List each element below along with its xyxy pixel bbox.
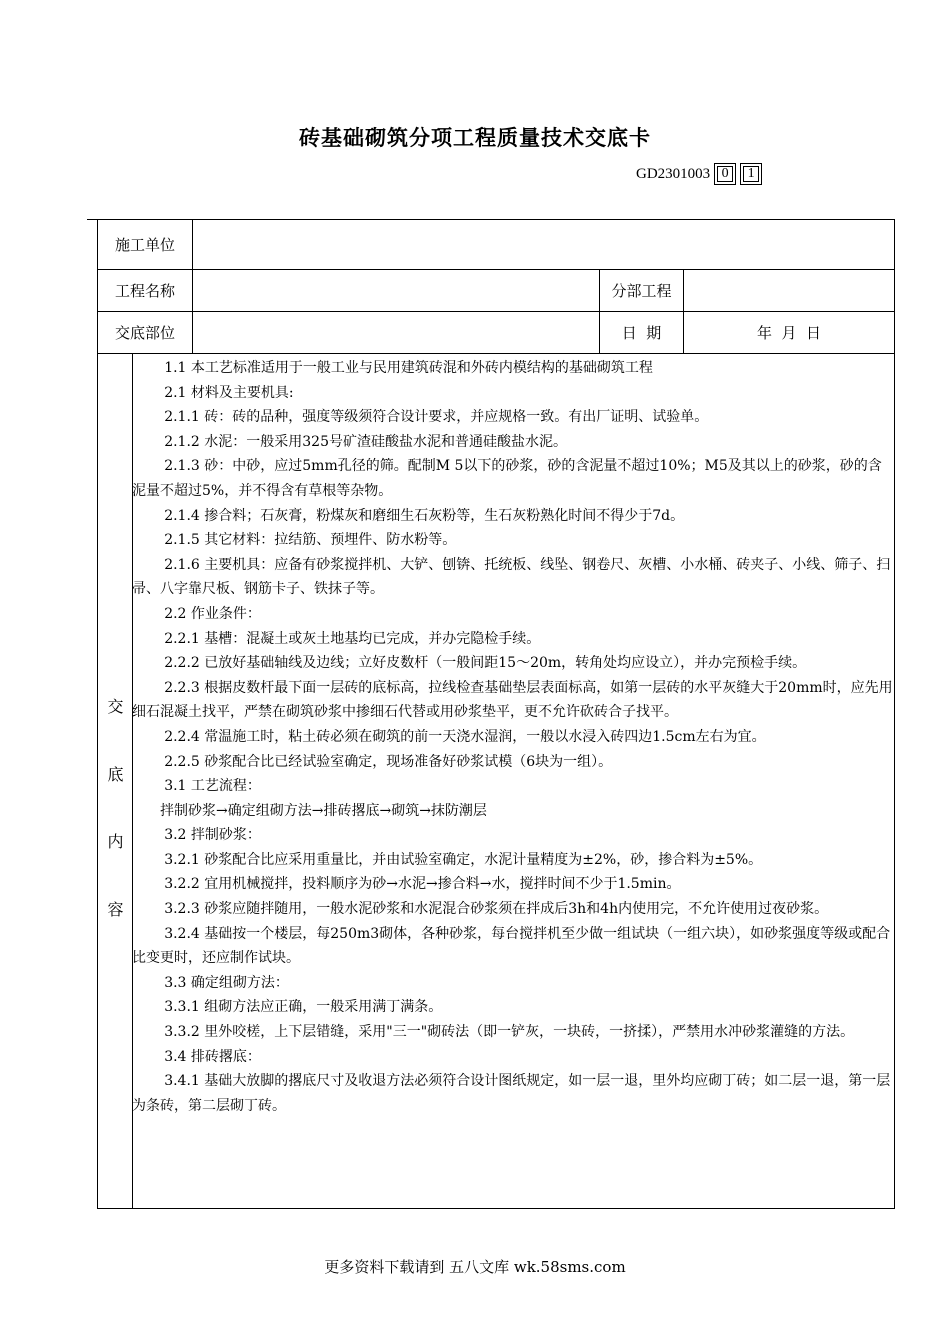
footer-note: 更多资料下载请到 五八文库 wk.58sms.com — [324, 1258, 626, 1276]
content-line: 2.2 作业条件： — [164, 605, 261, 622]
content-line: 3.1 工艺流程： — [164, 778, 261, 795]
content-line: 2.1.4 掺合料；石灰膏，粉煤灰和磨细生石灰粉等，生石灰粉熟化时间不得少于7d。 — [164, 507, 685, 524]
code-box-2: 1 — [740, 163, 762, 185]
content-line: 2.2.1 基槽：混凝土或灰土地基均已完成，并办完隐检手续。 — [164, 630, 541, 647]
value-disclosure-part — [193, 312, 599, 353]
content-line: 3.3.2 里外咬槎，上下层错缝，采用"三一"砌砖法（即一铲灰，一块砖，一挤揉），严禁用水冲砂浆灌缝的方法。 — [164, 1024, 855, 1041]
side-char: 内 — [107, 832, 124, 851]
content-line: 3.4 排砖撂底： — [164, 1048, 261, 1065]
content-line: 2.1.1 砖：砖的品种，强度等级须符合设计要求，并应规格一致。有出厂证明、试验单。 — [164, 409, 709, 426]
content-line: 2.2.4 常温施工时，粘土砖必须在砌筑的前一天浇水湿润，一般以水浸入砖四边1.5cm左右为宜。 — [164, 728, 766, 745]
value-project-name — [193, 270, 599, 311]
label-disclosure-part: 交底部位 — [114, 324, 175, 342]
content-line: 2.1.6 主要机具：应备有砂浆搅拌机、大铲、刨锛、托统板、线坠、钢卷尺、灰槽、小水桶、砖夹子、小线、筛子、扫帚、八字靠尺板、钢筋卡子、铁抹子等。 — [132, 556, 891, 598]
side-char: 容 — [107, 900, 124, 919]
content-line: 拌制砂浆→确定组砌方法→排砖撂底→砌筑→抹防潮层 — [160, 802, 487, 819]
content-line: 3.2.2 宜用机械搅拌，投料顺序为砂→水泥→掺合料→水，搅拌时间不少于1.5min。 — [164, 876, 681, 893]
page-title: 砖基础砌筑分项工程质量技术交底卡 — [299, 126, 651, 150]
content-line: 3.2 拌制砂浆： — [164, 827, 261, 844]
value-date: 年 月 日 — [756, 324, 822, 342]
side-char: 交 — [107, 697, 124, 716]
content-line: 3.2.3 砂浆应随拌随用，一般水泥砂浆和水泥混合砂浆须在拌成后3h和4h内使用完，不允许使用过夜砂浆。 — [164, 901, 829, 918]
side-label — [98, 354, 133, 1208]
document-code — [636, 162, 762, 186]
disclosure-content — [132, 356, 894, 1118]
content-line: 2.1.2 水泥：一般采用325号矿渣硅酸盐水泥和普通硅酸盐水泥。 — [164, 433, 567, 450]
label-date: 日 期 — [621, 324, 662, 342]
code-number: GD2301003 — [636, 165, 711, 182]
value-sub-project — [684, 270, 894, 311]
value-construction-unit — [193, 220, 893, 269]
table-left-tick — [87, 219, 97, 220]
code-box-1: 0 — [714, 163, 736, 185]
content-line: 2.1.5 其它材料：拉结筋、预埋件、防水粉等。 — [164, 532, 457, 549]
content-line: 2.2.5 砂浆配合比已经试验室确定，现场准备好砂浆试模（6块为一组）。 — [164, 753, 613, 770]
label-project-name: 工程名称 — [114, 282, 175, 300]
content-line: 3.2.1 砂浆配合比应采用重量比，并由试验室确定，水泥计量精度为±2%，砂，掺合料为±5%。 — [164, 851, 763, 868]
content-line: 2.2.2 已放好基础轴线及边线；立好皮数杆（一般间距15～20m，转角处均应设立），并办完预检手续。 — [164, 655, 807, 672]
label-construction-unit: 施工单位 — [114, 236, 175, 254]
row-divider — [98, 353, 894, 354]
content-line: 3.2.4 基础按一个楼层，每250m3砌体，各种砂浆，每台搅拌机至少做一组试块（一组六块），如砂浆强度等级或配合比变更时，还应制作试块。 — [132, 925, 891, 967]
content-line: 3.3.1 组砌方法应正确，一般采用满丁满条。 — [164, 999, 443, 1016]
content-line: 1.1 本工艺标准适用于一般工业与民用建筑砖混和外砖内模结构的基础砌筑工程 — [164, 360, 653, 376]
content-line: 2.2.3 根据皮数杆最下面一层砖的底标高，拉线检查基础垫层表面标高，如第一层砖的水平灰缝大于20mm时，应先用细石混凝土找平，严禁在砌筑砂浆中掺细石代替或用砂浆垫平，更不允许砍砖合子找平。 — [132, 679, 893, 721]
content-line: 2.1.3 砂：中砂，应过5mm孔径的筛。配制M 5以下的砂浆，砂的含泥量不超过10%；M5及其以上的砂浆，砂的含泥量不超过5%，并不得含有草根等杂物。 — [132, 458, 882, 499]
content-line: 2.1 材料及主要机具: — [164, 384, 294, 401]
content-line: 3.3 确定组砌方法： — [164, 974, 289, 991]
side-char: 底 — [107, 765, 124, 784]
disclosure-table — [97, 219, 895, 1209]
label-sub-project: 分部工程 — [611, 282, 672, 300]
content-line: 3.4.1 基础大放脚的撂底尺寸及收退方法必须符合设计图纸规定，如一层一退，里外均应砌丁砖；如二层一退，第一层为条砖，第二层砌丁砖。 — [132, 1073, 891, 1114]
